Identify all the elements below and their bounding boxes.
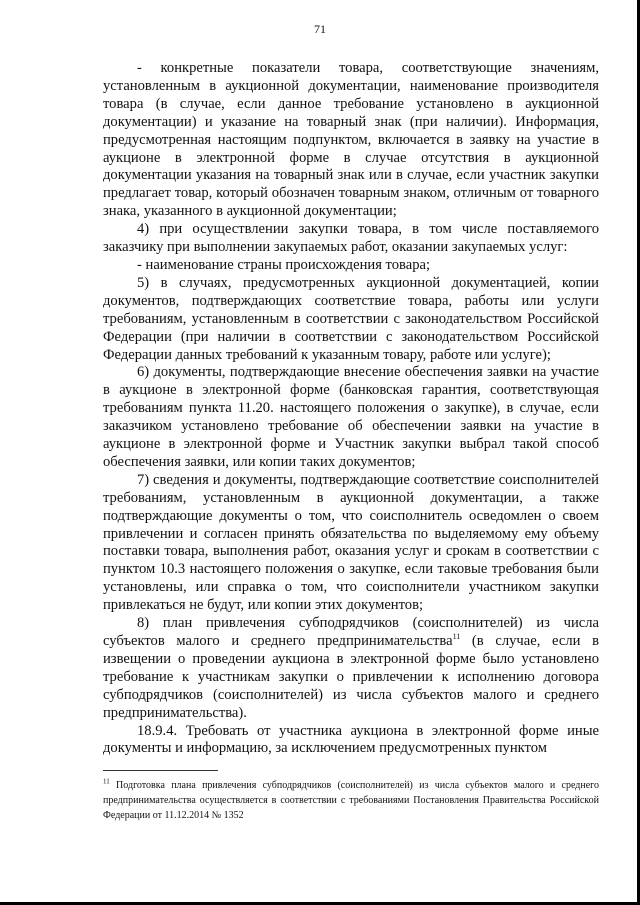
- page-number: 71: [314, 22, 326, 36]
- paragraph-country-of-origin: - наименование страны происхождения товара;: [137, 256, 431, 273]
- paragraph-item-5: 5) в случаях, предусмотренных аукционной документацией, копии документов, подтверждающих соответствие товара, работы или услуги требованиям, установленным в соответствии с законодательством Российской Федерации (при наличии в соответствии с законодательством Российской Федерации данных требований к указанным товару, работе или услуге);: [103, 274, 599, 363]
- paragraph-item-8-text: 8) план привлечения субподрядчиков (соисполнителей) из числа субъектов малого и среднего предпринимательства: [103, 615, 599, 649]
- paragraph-item-4: 4) при осуществлении закупки товара, в том числе поставляемого заказчику при выполнении закупаемых работ, оказании закупаемых услуг:: [103, 221, 599, 256]
- paragraph-item-8: [103, 615, 599, 722]
- footnote-divider: [103, 770, 218, 771]
- paragraph-product-indicators: - конкретные показатели товара, соответствующие значениям, установленным в аукционной документации, наименование производителя товара (в случае, если данное требование установлено в аукционной документации) и указание на товарный знак (при наличии). Информация, предусмотренная настоящим подпунктом, включается в заявку на участие в аукционе в электронной форме в случае отсутствия в аукционной документации указания на товарный знак или в случае, если участник закупки предлагает товар, который обозначен товарным знаком, отличным от товарного знака, указанного в аукционной документации;: [103, 60, 599, 220]
- footnote-reference: 11: [452, 632, 461, 642]
- footnote-mark: 11: [103, 777, 110, 786]
- document-body: [103, 60, 599, 758]
- paragraph-item-8-rest: (в случае, если в извещении о проведении аукциона в электронной форме было установлено требование к участникам закупки о привлечении к исполнению договора субподрядчиков (соисполнителей) из числа субъектов малого и среднего предпринимательства).: [103, 633, 599, 721]
- footnote: [103, 778, 599, 823]
- footnote-text: Подготовка плана привлечения субподрядчиков (соисполнителей) из числа субъектов малого и среднего предпринимательства осуществляется в соответствии с требованиями Постановления Правительства Российской Федерации от 11.12.2014 № 1352: [103, 780, 599, 821]
- paragraph-item-7: 7) сведения и документы, подтверждающие соответствие соисполнителей требованиям, установленным в аукционной документации, а также подтверждающие документы о том, что соисполнитель осведомлен о своем привлечении и согласен принять обязательства по выделяемому ему объему поставки товара, выполнения работ, оказания услуг и срокам в соответствии с пунктом 10.3 настоящего положения о закупке, если таковые требования были установлены, или справка о том, что соисполнители участником закупки привлекаться не будут, или копии этих документов;: [103, 471, 599, 614]
- paragraph-item-6: 6) документы, подтверждающие внесение обеспечения заявки на участие в аукционе в электронной форме (банковская гарантия, соответствующая требованиям пункта 11.20. настоящего положения о закупке), в случае, если заказчиком установлено требование об обеспечении заявки на участие в аукционе в электронной форме и Участник закупки выбрал такой способ обеспечения заявки, или копии таких документов;: [103, 364, 599, 470]
- paragraph-18-9-4: 18.9.4. Требовать от участника аукциона в электронной форме иные документы и информацию, за исключением предусмотренных пунктом: [103, 722, 599, 757]
